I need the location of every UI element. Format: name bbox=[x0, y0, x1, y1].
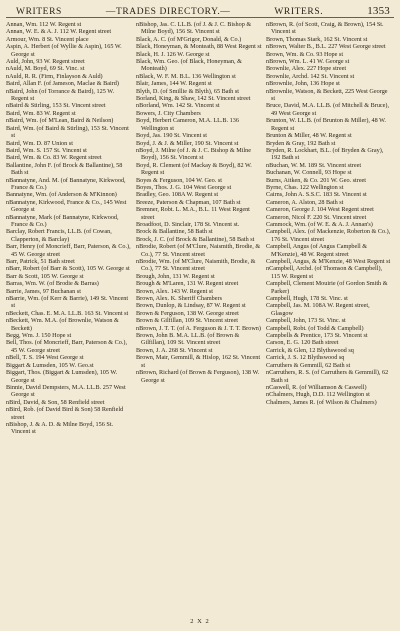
column-1 bbox=[6, 21, 132, 436]
directory-entry: Brunton, W. LL.B. (of Brunton & Miller), 48 W. Regent st bbox=[266, 117, 386, 132]
directory-entry: Boyes, Thos. J. G. 104 West George st bbox=[136, 183, 232, 191]
directory-entry: Begg, Wm. J. 150 Hope st bbox=[6, 332, 72, 340]
directory-entry: Annan, Wm. 112 W. Regent st bbox=[6, 21, 82, 28]
directory-entry: Bryden & Gray, 192 Bath st bbox=[266, 139, 336, 147]
directory-entry: Carson, E. G. 120 Bath street bbox=[266, 339, 339, 347]
directory-entry: Brown & Gilfillan, 109 St. Vincent street bbox=[136, 317, 238, 325]
directory-entry: nBrownlie, John, 136 Hope st bbox=[266, 80, 340, 88]
directory-entry: Campbell, Angus, & M'Kenzie, 48 West Regent st bbox=[266, 258, 391, 265]
printer-signature: 2 X 2 bbox=[190, 618, 210, 625]
directory-entry: Carrick, J. S. 12 Blythswood sq bbox=[266, 354, 345, 362]
directory-entry: nCaswell, R. (of Williamson & Caswell) bbox=[266, 383, 367, 391]
directory-entry: Campbell, Robt. (of Todd & Campbell) bbox=[266, 324, 364, 332]
directory-entry: Black, Honeyman, & Monteath, 88 West Regent st bbox=[136, 43, 262, 51]
directory-entry: Blyth, D. (of Smillie & Blyth), 65 Bath st bbox=[136, 87, 239, 95]
directory-entry: nBarrie, Wm. (of Kerr & Barrie), 149 St. Vincent st bbox=[6, 295, 129, 310]
directory-entry: nBird, Rob. (of David Bird & Son) 58 Renfield street bbox=[6, 406, 124, 421]
directory-entry: nCampbell, Archd. (of Thomson & Campbell), 115 W. Regent st bbox=[266, 265, 383, 280]
directory-entry: Barr & Scott, 105 W. George st bbox=[6, 272, 84, 280]
directory-entry: Biggart & Lumsden, 105 W. Geo.st bbox=[6, 361, 94, 369]
directory-entry: Baird, Wm. & Co. 83 W. Regent street bbox=[6, 154, 102, 162]
directory-entry: Boyd, R. Clement (of Mackay & Boyd), 82 W. Regent st bbox=[136, 161, 252, 177]
directory-entry: Barrie, James, 97 Buchanan st bbox=[6, 287, 81, 295]
directory-entry: nBuchan, W. M. 189 St. Vincent street bbox=[266, 161, 362, 169]
directory-entry: Chalmers, James R. (of Wilson & Chalmers) bbox=[266, 398, 377, 406]
directory-entry: Campbell, Alex. (of Mackenzie, Roberton & Co.), 176 St. Vincent street bbox=[266, 228, 391, 243]
directory-entry: nBrodie, Robert (of M'Clure, Naismith, Brodie, & Co.), 77 St. Vincent street bbox=[136, 243, 261, 258]
directory-entry: nBaird, John (of Torrance & Baird), 125 W. Regent st bbox=[6, 87, 115, 103]
directory-entry: Cammock, Wm. (of W. E. & A. J. Annan's) bbox=[266, 220, 373, 228]
directory-entry: Aspin, A. Herbert (of Wyllie & Aspin), 165 W. George st bbox=[6, 43, 122, 58]
directory-entry: Campbells & Prentice, 173 St. Vincent st bbox=[266, 332, 368, 340]
directory-entry: Campbell, Clement Mouirie (of Gordon Smith & Parker) bbox=[266, 280, 388, 295]
header-left: WRITERS bbox=[16, 7, 62, 17]
directory-entry: nBlack, W. F. M. B.L. 136 Wellington st bbox=[136, 72, 236, 80]
directory-entry: Bell, Thos. (of Moncrieff, Barr, Paterson & Co.), 45 W. George street bbox=[6, 339, 128, 354]
directory-entry: Biggart, Thos. (Biggart & Lumsden), 105 W. George st bbox=[6, 369, 118, 384]
directory-entry: Brown, Thomas Stark, 162 St. Vincent st bbox=[266, 35, 368, 43]
directory-entry: Bowers, J. City Chambers bbox=[136, 109, 201, 117]
directory-entry: Black, A. C. (of M'Grigor, Donald, & Co.) bbox=[136, 35, 242, 43]
directory-entry: nAuld, R. R. (Firm, Finlayson & Auld) bbox=[6, 72, 103, 80]
directory-entry: nBishop, Jas. C. LL.B. (of J. & J. C. Bishop & Milne Boyd), 156 St. Vincent st bbox=[136, 21, 252, 36]
directory-entry: nBorland, Wm. 142 St. Vincent st bbox=[136, 102, 220, 110]
column-2 bbox=[136, 21, 262, 436]
directory-entry: nBrown, Walter B., B.L. 227 West George street bbox=[266, 43, 386, 51]
directory-entry: Burns, Aitken, & Co. 201 W. Geo. street bbox=[266, 176, 367, 184]
directory-entry: Brownlie, Alex. 227 Hope street bbox=[266, 65, 347, 73]
directory-entry: Baird, Wm. S. 157 St. Vincent st bbox=[6, 146, 87, 154]
directory-entry: Byrne, Chas. 122 Wellington st bbox=[266, 183, 344, 191]
directory-entry: nBrownlie, Watson, & Beckett, 225 West George st bbox=[266, 87, 388, 103]
directory-entry: nBishop, J. & A. D. & Milne Boyd, 156 St. Vincent st bbox=[6, 420, 114, 436]
directory-entry: Baird, Wm. 83 W. Regent st bbox=[6, 109, 76, 117]
directory-entry: nBoyd, J. Milne (of J. & J. C. Bishop & Milne Boyd), 156 St. Vincent st bbox=[136, 146, 251, 162]
directory-entry: nCarruthers, R. S. (of Carruthers & Gemmill), 62 Bath st bbox=[266, 369, 389, 384]
directory-entry: Baird, Wm. (of Baird & Stirling), 153 St. Vincent st bbox=[6, 124, 129, 140]
directory-entry: Borland, King, & Shaw, 142 St. Vincent street bbox=[136, 95, 251, 103]
directory-entry: Barr, Henry (of Moncrieff, Barr, Paterson, & Co.), 45 W. George street bbox=[6, 243, 131, 258]
directory-entry: Breeze, Paterson & Chapman, 107 Bath st bbox=[136, 198, 241, 206]
directory-entry: Bruce, David, M.A. LL.B. (of Mitchell & Bruce), 49 West George st bbox=[266, 102, 390, 117]
directory-entry: Baird, Allan F. (of Jameson, Maclae & Baird) bbox=[6, 80, 119, 88]
directory-entry: Auld, John, 93 W. Regent street bbox=[6, 58, 85, 66]
directory-entry: Brown & Ferguson, 138 W. George street bbox=[136, 309, 239, 317]
directory-entry: nBrown, J. T. T. (of A. Ferguson & J. T. T. Brown) bbox=[136, 324, 261, 332]
page-number: 1353 bbox=[367, 5, 390, 17]
directory-entry: Annan, W. E. & A. J. 112 W. Regent street bbox=[6, 28, 112, 36]
directory-entry: nBeckett, Chas. E. M.A. LL.B. 163 St. Vincent st bbox=[6, 309, 129, 317]
directory-entry: Brough & M'Laren, 131 W. Regent street bbox=[136, 280, 239, 288]
running-header bbox=[6, 5, 394, 18]
directory-entry: nBaird, Wm. (of M'Lean, Baird & Neilson) bbox=[6, 117, 114, 125]
directory-entry: nAuld, M. Boyd, 69 St. Vinc. st bbox=[6, 65, 85, 73]
directory-entry: Blair, James, 144 W. Regent st bbox=[136, 80, 212, 88]
directory-entry: Bannatyne, Wm. (of Anderson & M'Kinnon) bbox=[6, 191, 117, 199]
directory-entry: Ballantine, John F. (of Brock & Ballantine), 58 Bath st bbox=[6, 161, 123, 177]
directory-entry: nBird, David, & Son, 58 Renfield street bbox=[6, 398, 105, 406]
column-3 bbox=[266, 21, 392, 436]
directory-entry: Campbell, Jas. M. 108A W. Regent street, Glasgow bbox=[266, 302, 370, 317]
directory-entry: Barclay, Robert Francis, LL.B. (of Cowan, Clapperton, & Barclay) bbox=[6, 228, 112, 243]
directory-entry: nBaird & Stirling, 153 St. Vincent street bbox=[6, 102, 106, 110]
directory-entry: Brunton & Miller, 48 W. Regent st bbox=[266, 132, 352, 140]
directory-entry: Binnie, David Dempsters, M.A. LL.B. 257 West George st bbox=[6, 383, 126, 399]
directory-entry: Baird, Wm. D. 87 Union st bbox=[6, 139, 73, 147]
directory-entry: Campbell, Angus (of Angus Campbell & M'Kenzie), 48 W. Regent street bbox=[266, 243, 368, 258]
directory-entry: nBannatyne, And. M. (of Bannatyne, Kirkwood, France & Co.) bbox=[6, 176, 126, 191]
directory-entry: nBarr, Robert (of Barr & Scott), 105 W. George st bbox=[6, 265, 130, 273]
directory-entry: Cairns, John A. S.S.C. 183 St. Vincent st bbox=[266, 191, 367, 199]
directory-entry: Brown, J. A. 268 St. Vincent st bbox=[136, 346, 213, 354]
header-right: WRITERS. bbox=[274, 7, 324, 17]
directory-entry: nChalmers, Hugh, D.D. 112 Wellington st bbox=[266, 391, 370, 399]
directory-entry: Black, H. J. 126 W. George st bbox=[136, 50, 210, 58]
directory-entry: nBannatyne, Kirkwood, France & Co., 145 West George st bbox=[6, 198, 127, 214]
directory-entry: nBannatyne, Mark (of Bannatyne, Kirkwood, France & Co.) bbox=[6, 213, 119, 228]
directory-entry: Brown, Alex. 143 W. Regent st bbox=[136, 287, 213, 295]
directory-entry: nBell, T. S. 194 West George st bbox=[6, 354, 84, 362]
directory-entry: Black, Wm. Geo. (of Black, Honeyman, & Monteath) bbox=[136, 58, 242, 73]
entry-columns bbox=[6, 21, 394, 436]
directory-entry: Brown, Dunlop, & Lindsay, 87 W. Regent st bbox=[136, 302, 246, 310]
directory-entry: Brown, Wm. & Co. 93 Hope st bbox=[266, 50, 344, 58]
header-center: —TRADES DIRECTORY.— bbox=[105, 7, 231, 17]
directory-entry: Barr, Patrick, 51 Bath street bbox=[6, 258, 75, 265]
directory-entry: Cameron, A. Alston, 28 Bath st bbox=[266, 198, 344, 206]
directory-entry: Brown, Alex. K. Sheriff Chambers bbox=[136, 295, 222, 303]
directory-entry: Bradley, Geo. 108A W. Regent st bbox=[136, 191, 219, 199]
directory-entry: Barras, Wm. W. (of Brodie & Barras) bbox=[6, 280, 99, 288]
directory-entry: nBrodie, Wm. (of M'Clure, Naismith, Brodie, & Co.), 77 St. Vincent street bbox=[136, 258, 256, 273]
directory-entry: Brown, Mair, Gemmill, & Hislop, 162 St. Vincent st bbox=[136, 354, 261, 369]
directory-entry: Boyes & Ferguson, 104 W. Geo. st bbox=[136, 176, 222, 184]
directory-entry: Boyd, Herbert Cameron, M.A. LL.B. 136 Wellington st bbox=[136, 117, 239, 132]
directory-entry: Carruthers & Gemmill, 62 Bath st bbox=[266, 361, 351, 369]
directory-entry: Bryden, R. Lockhart, B.L. (of Bryden & Gray), 192 Bath st bbox=[266, 146, 384, 162]
directory-entry: nBrown, Wm. L. 41 W. George st bbox=[266, 58, 350, 66]
directory-entry: Carrick, & Glen, 12 Blythswood sq bbox=[266, 346, 354, 354]
directory-entry: Campbell, Hugh, 178 St. Vinc. st bbox=[266, 295, 348, 303]
directory-entry: nBrown, Richard (of Brown & Ferguson), 138 W. George st bbox=[136, 369, 260, 384]
directory-entry: Bremner, Robt. L. M.A., B.L. 11 West Regent street bbox=[136, 206, 250, 221]
directory-entry: Campbell, John, 173 St. Vinc. st bbox=[266, 317, 346, 325]
directory-entry: Boyd, J. & J. & Miller, 190 St. Vincent st bbox=[136, 139, 239, 147]
directory-entry: Brown, John B. M.A. LL.B. (of Brown & Gilfillan), 109 St. Vincent street bbox=[136, 332, 240, 347]
directory-entry: Broadfoot, D. Sinclair, 178 St. Vincent st. bbox=[136, 220, 240, 228]
directory-entry: Armour, Wm. 8 St. Vincent place bbox=[6, 35, 89, 43]
directory-entry: nBrown, R. (of Scott, Craig, & Brown), 154 St. Vincent st bbox=[266, 21, 384, 36]
directory-entry: Brock, J. C. (of Brock & Ballantine), 58 Bath st bbox=[136, 235, 255, 243]
directory-entry: Brownlie, Archd. 142 St. Vincent st bbox=[266, 72, 355, 80]
directory-entry: Brock & Ballantine, 58 Bath st bbox=[136, 228, 213, 236]
directory-entry: Cameron, Nicol F. 220 St. Vincent street bbox=[266, 213, 367, 221]
directory-entry: Brough, John, 131 W. Regent st bbox=[136, 272, 215, 280]
directory-entry: nBeckett, Wm. M.A. (of Brownlie, Watson & Beckett) bbox=[6, 317, 119, 332]
directory-entry: Buchanan, W. Connell, 93 Hope st bbox=[266, 169, 352, 177]
directory-entry: Boyd, Jas. 190 St. Vincent st bbox=[136, 132, 208, 140]
directory-entry: Cameron, George J. 104 West Regent street bbox=[266, 206, 374, 214]
